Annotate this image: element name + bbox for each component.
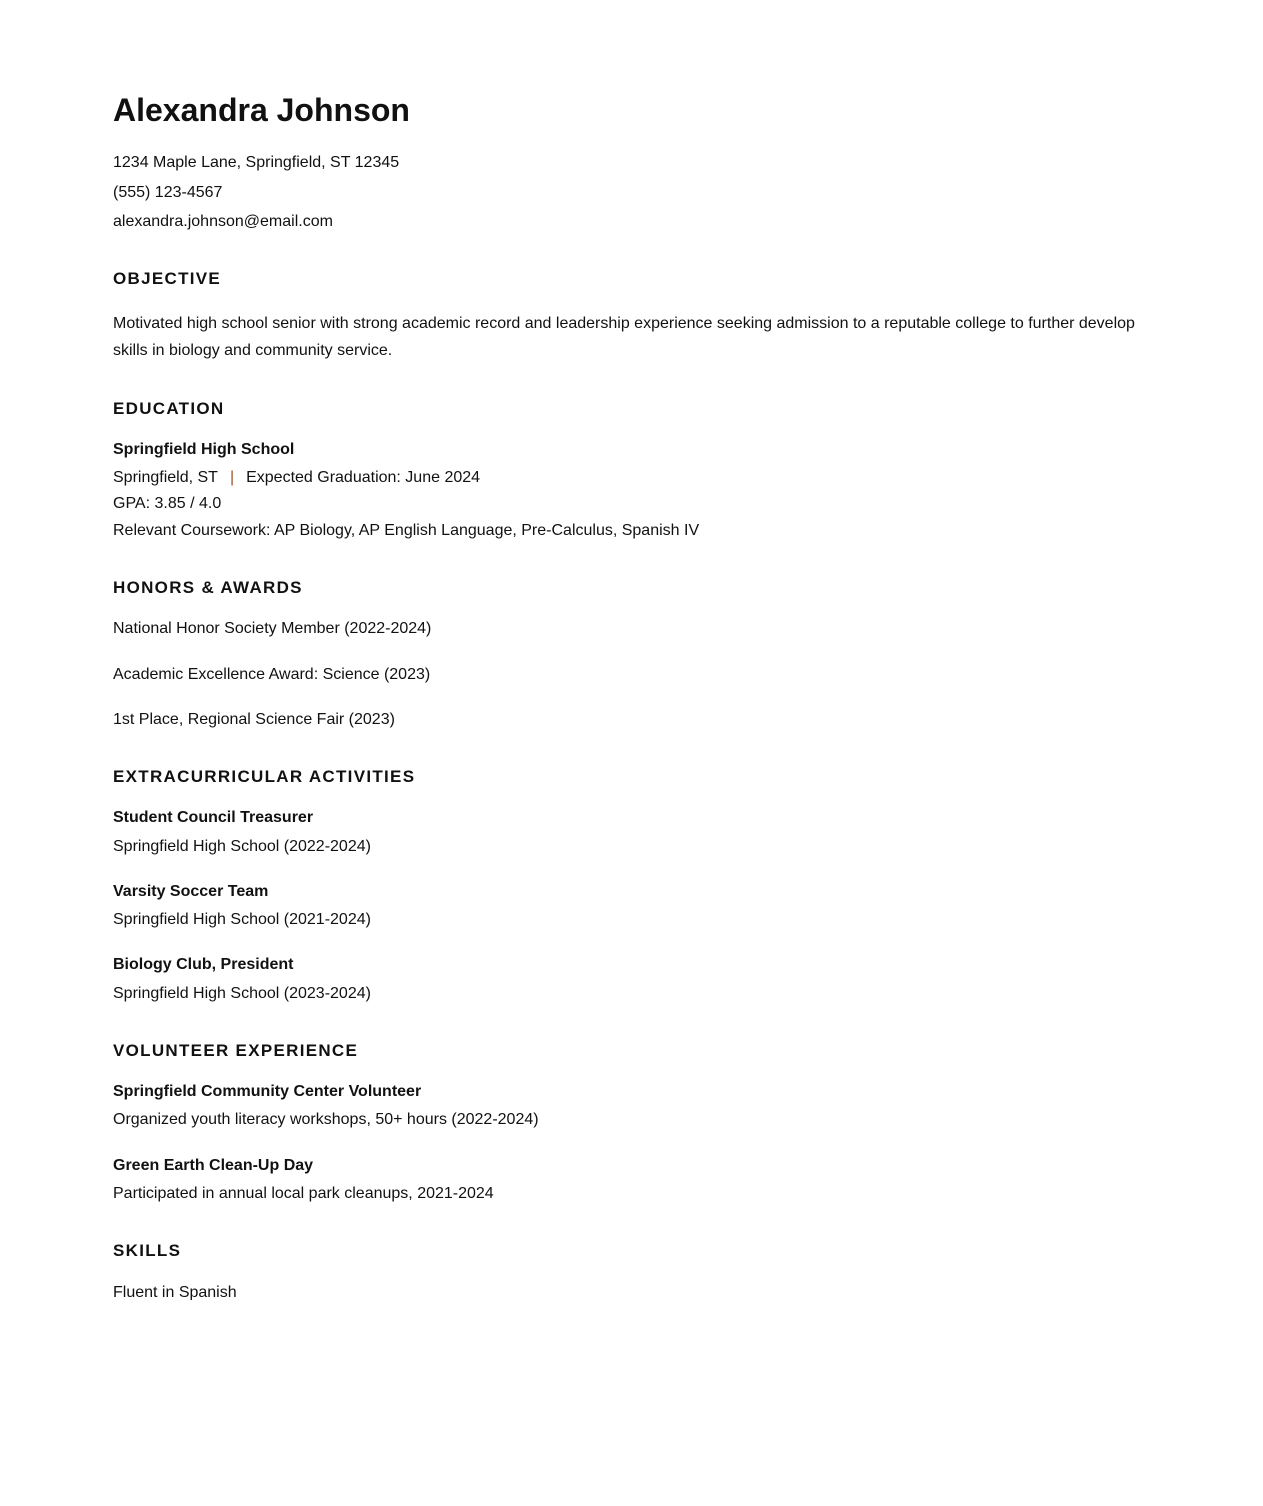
coursework: Relevant Coursework: AP Biology, AP English Language, Pre-Calculus, Spanish IV xyxy=(113,522,700,539)
contact-phone: (555) 123-4567 xyxy=(113,184,223,201)
skills-heading: SKILLS xyxy=(113,1241,182,1260)
school-name: Springfield High School xyxy=(113,441,295,458)
volunteer-heading: VOLUNTEER EXPERIENCE xyxy=(113,1041,359,1060)
graduation-date: Expected Graduation: June 2024 xyxy=(246,469,481,486)
objective-text: Motivated high school senior with strong academic record and leadership experience seeking admission to a reputable college to further develop skills in biology and community service. xyxy=(113,315,1135,359)
volunteer-detail: Participated in annual local park cleanups, 2021-2024 xyxy=(113,1185,494,1202)
honor-item: Academic Excellence Award: Science (2023) xyxy=(113,666,431,683)
volunteer-title: Green Earth Clean-Up Day xyxy=(113,1157,314,1174)
activity-title: Biology Club, President xyxy=(113,956,294,973)
skill-item: Fluent in Spanish xyxy=(113,1284,237,1300)
honor-item: 1st Place, Regional Science Fair (2023) xyxy=(113,711,395,728)
separator: | xyxy=(229,469,235,486)
contact-address: 1234 Maple Lane, Springfield, ST 12345 xyxy=(113,154,400,171)
activity-title: Student Council Treasurer xyxy=(113,809,314,826)
gpa: GPA: 3.85 / 4.0 xyxy=(113,495,222,512)
activity-title: Varsity Soccer Team xyxy=(113,883,269,900)
contact-email: alexandra.johnson@email.com xyxy=(113,213,333,230)
activity-detail: Springfield High School (2022-2024) xyxy=(113,838,371,855)
volunteer-title: Springfield Community Center Volunteer xyxy=(113,1083,422,1100)
honors-heading: HONORS & AWARDS xyxy=(113,578,303,597)
school-location: Springfield, ST xyxy=(113,469,218,486)
extracurricular-heading: EXTRACURRICULAR ACTIVITIES xyxy=(113,767,416,786)
objective-heading: OBJECTIVE xyxy=(113,269,222,288)
activity-detail: Springfield High School (2023-2024) xyxy=(113,985,371,1002)
activity-detail: Springfield High School (2021-2024) xyxy=(113,911,371,928)
school-location-line xyxy=(113,468,480,488)
honor-item: National Honor Society Member (2022-2024) xyxy=(113,620,432,637)
education-heading: EDUCATION xyxy=(113,399,225,418)
candidate-name: Alexandra Johnson xyxy=(113,92,410,128)
volunteer-detail: Organized youth literacy workshops, 50+ hours (2022-2024) xyxy=(113,1111,539,1128)
